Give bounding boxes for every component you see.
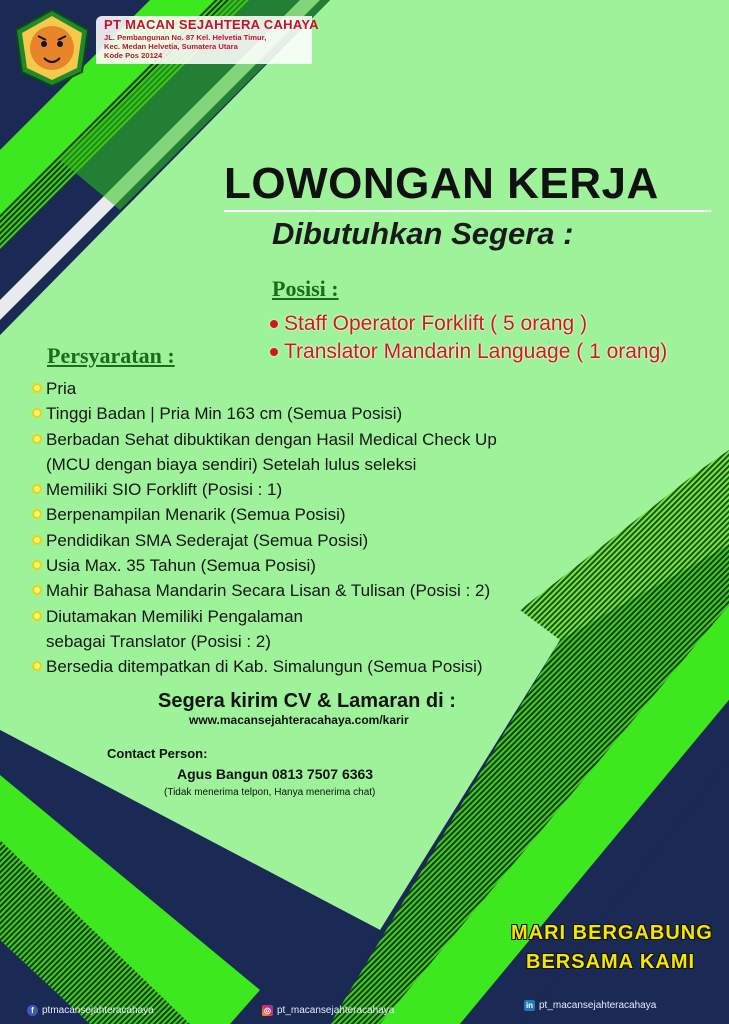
requirement-text: Usia Max. 35 Tahun (Semua Posisi) xyxy=(46,556,316,576)
facebook-link[interactable] xyxy=(27,1005,154,1016)
requirement-item xyxy=(32,654,632,679)
bullet-dot-icon xyxy=(270,348,278,356)
requirement-item xyxy=(32,502,632,527)
instagram-handle: pt_macansejahteracahaya xyxy=(277,1005,395,1016)
poster-title: LOWONGAN KERJA xyxy=(224,159,659,208)
position-label: Translator Mandarin Language ( 1 orang) xyxy=(284,340,668,363)
requirement-text: Diutamakan Memiliki Pengalaman xyxy=(46,606,304,626)
bullet-dot-icon xyxy=(270,320,278,328)
requirements-list xyxy=(32,376,632,680)
requirement-text: Bersedia ditempatkan di Kab. Simalungun (Semua Posisi) xyxy=(46,657,483,677)
contact-note: (Tidak menerima telpon, Hanya menerima chat) xyxy=(164,787,376,798)
facebook-icon: f xyxy=(27,1005,38,1016)
linkedin-handle: pt_macansejahteracahaya xyxy=(539,1000,657,1011)
bullet-circle-icon xyxy=(32,611,42,621)
requirement-text: Memiliki SIO Forklift (Posisi : 1) xyxy=(46,480,283,500)
requirement-text: Berpenampilan Menarik (Semua Posisi) xyxy=(46,505,346,525)
requirement-item xyxy=(32,604,632,655)
requirement-item xyxy=(32,427,632,478)
linkedin-icon: in xyxy=(525,1001,534,1010)
bullet-circle-icon xyxy=(32,434,42,444)
company-address-line-3: Kode Pos 20124 xyxy=(104,51,163,60)
position-item xyxy=(270,312,587,336)
apply-url-link[interactable]: www.macansejahteracahaya.com/karir xyxy=(189,713,409,727)
title-divider xyxy=(224,210,711,212)
bullet-circle-icon xyxy=(32,535,42,545)
bullet-circle-icon xyxy=(32,560,42,570)
persyaratan-heading: Persyaratan : xyxy=(47,343,175,368)
bullet-circle-icon xyxy=(32,484,42,494)
requirement-text-continued: (MCU dengan biaya sendiri) Setelah lulus seleksi xyxy=(46,454,417,474)
requirement-text: Tinggi Badan | Pria Min 163 cm (Semua Posisi) xyxy=(46,404,403,424)
bullet-circle-icon xyxy=(32,585,42,595)
company-logo xyxy=(12,8,92,88)
requirement-item xyxy=(32,477,632,502)
join-banner-line-1: MARI BERGABUNG xyxy=(511,922,713,944)
requirement-text: Mahir Bahasa Mandarin Secara Lisan & Tulisan (Posisi : 2) xyxy=(46,581,491,601)
contact-label: Contact Person: xyxy=(107,746,208,761)
requirement-item xyxy=(32,553,632,578)
contact-name-phone: Agus Bangun 0813 7507 6363 xyxy=(177,766,374,782)
requirement-text: Pendidikan SMA Sederajat (Semua Posisi) xyxy=(46,530,369,550)
facebook-handle: ptmacansejahteracahaya xyxy=(42,1005,154,1016)
bullet-circle-icon xyxy=(32,509,42,519)
bullet-circle-icon xyxy=(32,661,42,671)
join-banner-line-2: BERSAMA KAMI xyxy=(526,951,696,973)
company-address-line-2: Kec. Medan Helvetia, Sumatera Utara xyxy=(104,42,238,51)
posisi-heading: Posisi : xyxy=(272,276,339,301)
requirement-text-continued: sebagai Translator (Posisi : 2) xyxy=(46,631,271,651)
position-item xyxy=(270,340,667,364)
company-address-line-1: JL. Pembangunan No. 87 Kel. Helvetia Timur, xyxy=(104,33,267,42)
linkedin-link[interactable] xyxy=(524,1000,656,1011)
requirement-item xyxy=(32,401,632,426)
bullet-circle-icon xyxy=(32,408,42,418)
position-label: Staff Operator Forklift ( 5 orang ) xyxy=(284,312,588,335)
requirement-item xyxy=(32,528,632,553)
instagram-icon: ◎ xyxy=(262,1005,273,1016)
requirement-item xyxy=(32,578,632,603)
requirement-text: Pria xyxy=(46,379,77,398)
requirement-item xyxy=(32,376,632,401)
bullet-circle-icon xyxy=(32,383,42,393)
apply-instruction: Segera kirim CV & Lamaran di : xyxy=(158,690,456,712)
requirement-text: Berbadan Sehat dibuktikan dengan Hasil Medical Check Up xyxy=(46,429,497,449)
poster-subtitle: Dibutuhkan Segera : xyxy=(272,216,574,251)
company-name: PT MACAN SEJAHTERA CAHAYA xyxy=(104,17,319,32)
instagram-link[interactable] xyxy=(262,1005,394,1016)
